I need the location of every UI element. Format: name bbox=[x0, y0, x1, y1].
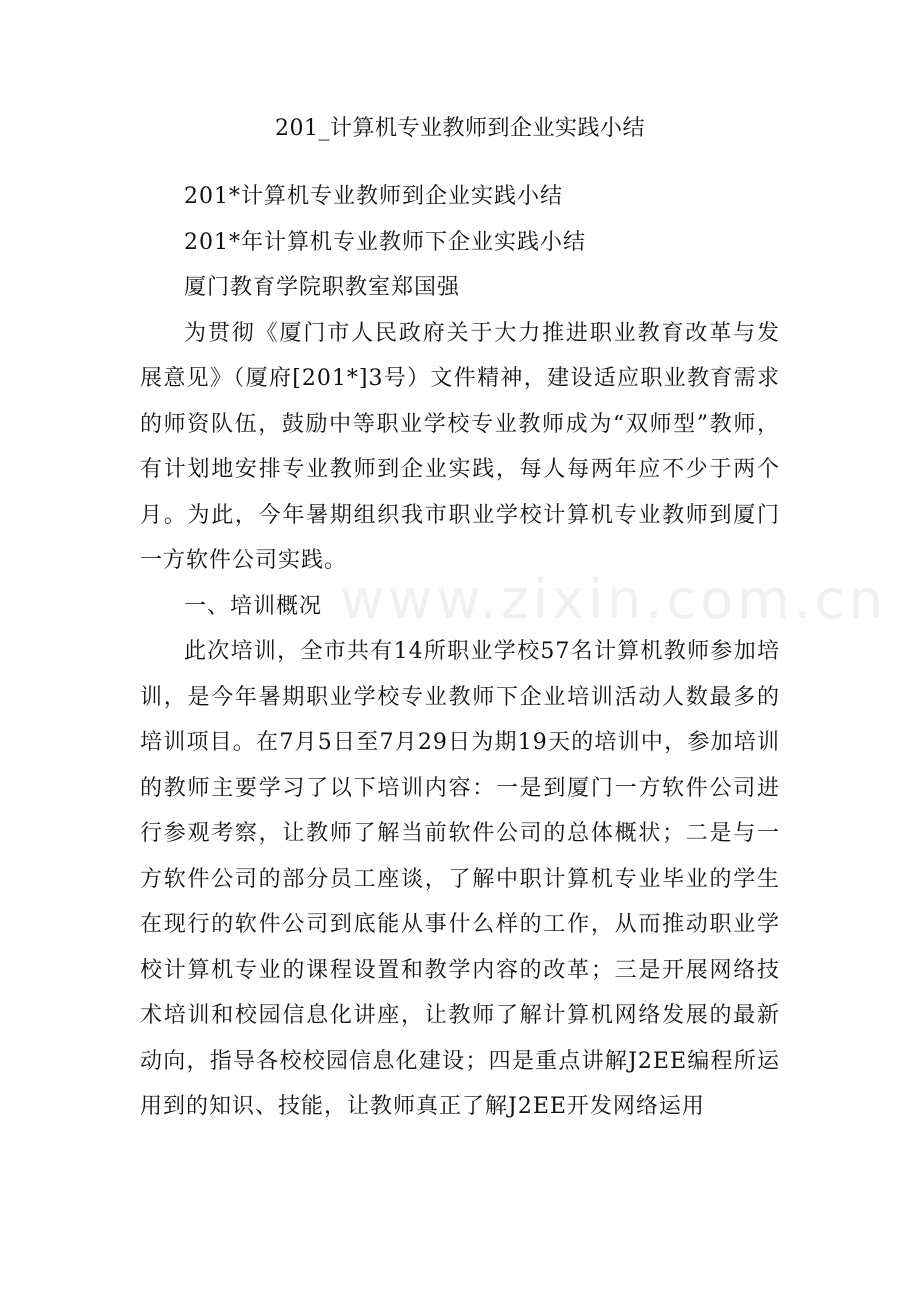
watermark: www.zixin.com.cn bbox=[340, 568, 887, 631]
document-body bbox=[140, 174, 780, 1130]
paragraph-heading: 201*年计算机专业教师下企业实践小结 bbox=[184, 229, 586, 255]
document-title: 201_计算机专业教师到企业实践小结 bbox=[275, 116, 645, 141]
paragraph-intro: 为贯彻《厦门市人民政府关于大力推进职业教育改革与发展意见》（厦府[201*]3号）文件精神，建设适应职业教育需求的师资队伍，鼓励中等职业学校专业教师成为“双师型”教师，有计划地安排专业教师到企业实践，每人每两年应不少于两个月。为此，今年暑期组织我市职业学校计算机专业教师到厦门一方软件公司实践。 bbox=[140, 320, 780, 573]
paragraph-subtitle: 201*计算机专业教师到企业实践小结 bbox=[184, 184, 563, 209]
section-heading-training-overview: 一、培训概况 bbox=[184, 593, 323, 619]
paragraph-training-details: 此次培训，全市共有14所职业学校57名计算机教师参加培训，是今年暑期职业学校专业教师下企业培训活动人数最多的培训项目。在7月5日至7月29日为期19天的培训中，参加培训的教师主要学习了以下培训内容：一是到厦门一方软件公司进行参观考察，让教师了解当前软件公司的总体概状；二是与一方软件公司的部分员工座谈，了解中职计算机专业毕业的学生在现行的软件公司到底能从事什么样的工作，从而推动职业学校计算机专业的课程设置和教学内容的改革；三是开展网络技术培训和校园信息化讲座，让教师了解计算机网络发展的最新动向，指导各校校园信息化建设；四是重点讲解J2EE编程所运用到的知识、技能，让教师真正了解J2EE开发网络运用 bbox=[140, 639, 780, 1119]
paragraph-author: 厦门教育学院职教室郑国强 bbox=[184, 275, 461, 300]
